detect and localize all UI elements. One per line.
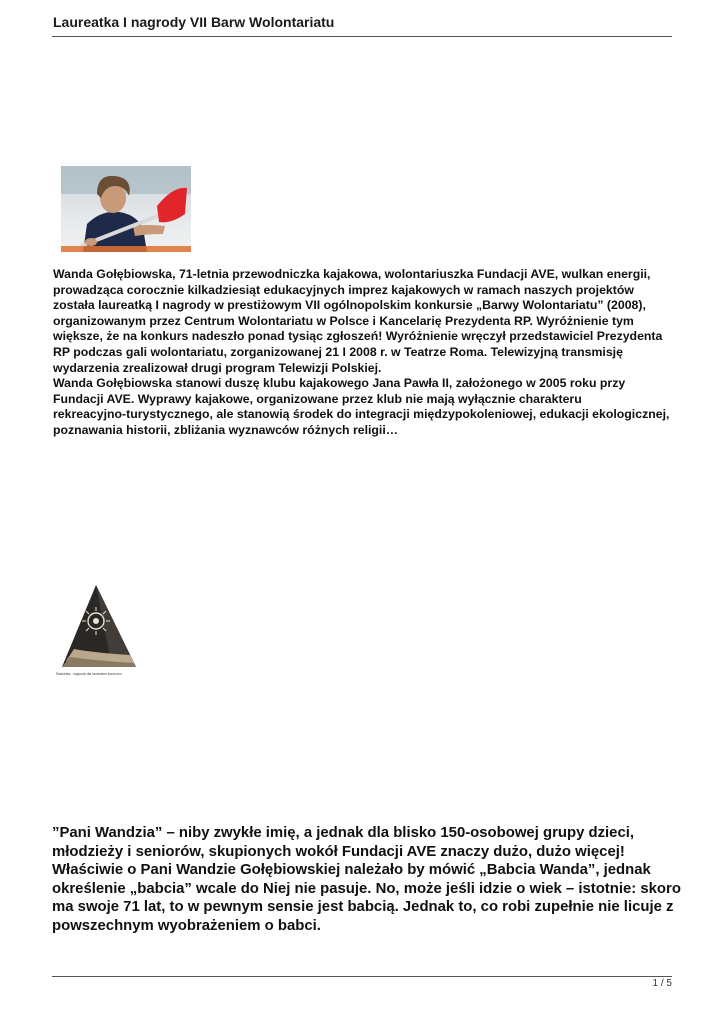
page-number: 1 / 5 xyxy=(652,978,672,989)
story-line: młodzieży i seniorów, skupionych wokół Fundacji AVE znaczy dużo, dużo więcej! xyxy=(52,843,625,860)
story-line: określenie „babcia” wcale do Niej nie pasuje. No, może jeśli idzie o wiek – istotnie: skoro xyxy=(52,880,681,897)
intro-line: została laureatką I nagrody w prestiżowym VII ogólnopolskim konkursie „Barwy Wolontariatu” (2008), xyxy=(53,298,646,313)
intro-line: Wanda Gołębiowska, 71-letnia przewodniczka kajakowa, wolontariuszka Fundacji AVE, wulkan energii, xyxy=(53,267,651,281)
story-line: Właściwie o Pani Wandzie Gołębiowskiej należało by mówić „Babcia Wanda”, jednak xyxy=(52,862,651,878)
intro-line: większe, że na konkurs nadeszło ponad tysiąc zgłoszeń! Wyróżnienie wręczył przedstawiciel Prezydenta xyxy=(53,329,663,344)
story-line: ma swoje 71 lat, to w pewnym sensie jest babcią. Jednak to, co robi zupełnie nie licuje z xyxy=(52,899,674,915)
intro-paragraph xyxy=(53,267,678,439)
statuette-illustration xyxy=(56,583,140,673)
intro-line: prowadząca corocznie kilkadziesiąt edukacyjnych imprez kajakowych w ramach naszych projektów xyxy=(53,282,634,297)
intro-line: rekreacyjno-turystycznego, ale stanowią środek do integracji międzypokoleniowej, edukacji ekologicznej, xyxy=(53,407,670,422)
intro-line: Fundacji AVE. Wyprawy kajakowe, organizowane przez klub nie mają wyłącznie charakteru xyxy=(53,391,582,406)
intro-line: organizowanym przez Centrum Wolontariatu w Polsce i Kancelarię Prezydenta RP. Wyróżnienie tym xyxy=(53,313,634,328)
kayaker-illustration xyxy=(61,166,191,252)
statuette-caption: Statuetka - nagroda dla laureatów konkursu xyxy=(56,672,122,676)
page-title: Laureatka I nagrody VII Barw Wolontariatu xyxy=(53,14,335,30)
footer-divider xyxy=(52,976,672,977)
intro-line: Wanda Gołębiowska stanowi duszę klubu kajakowego Jana Pawła II, założonego w 2005 roku przy xyxy=(53,376,626,391)
intro-line: poznawania historii, zbliżania wyznawców różnych religii… xyxy=(53,422,399,437)
story-line: powszechnym wyobrażeniem o babci. xyxy=(52,917,321,934)
intro-line: wydarzenia zrealizował drugi program Telewizji Polskiej. xyxy=(53,360,382,375)
intro-line: RP podczas gali wolontariatu, zorganizowanej 21 I 2008 r. w Teatrze Roma. Telewizyjną transmisję xyxy=(53,344,623,359)
kayaker-photo xyxy=(61,166,191,252)
story-line: ”Pani Wandzia” – niby zwykłe imię, a jednak dla blisko 150-osobowej grupy dzieci, xyxy=(52,825,634,841)
header-divider xyxy=(52,36,672,37)
award-statuette-image xyxy=(56,583,140,678)
story-paragraph xyxy=(52,824,681,935)
